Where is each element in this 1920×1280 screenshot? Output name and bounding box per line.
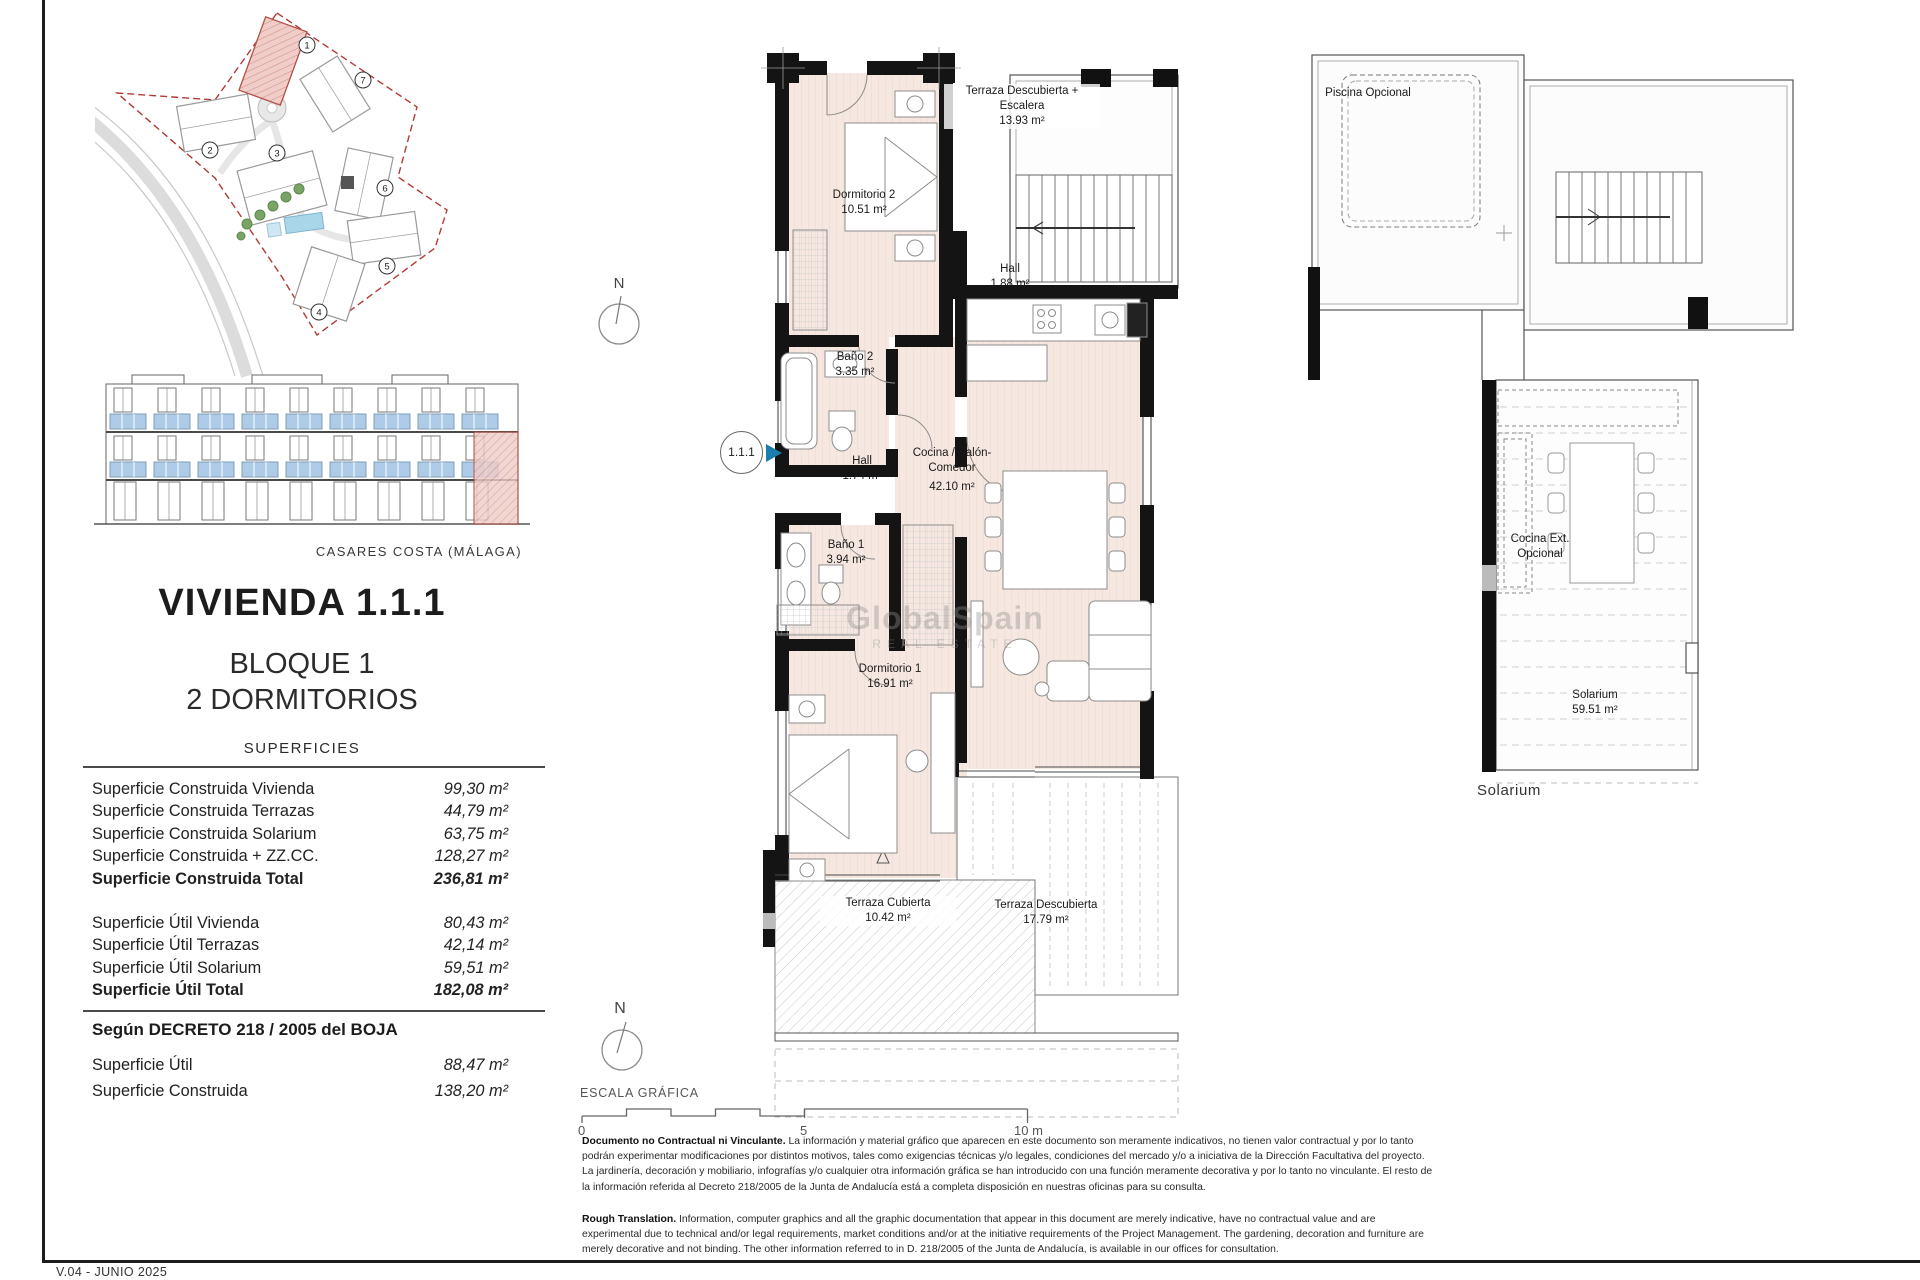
svg-text:3: 3 [274, 148, 280, 160]
bedrooms-subtitle: 2 DORMITORIOS [186, 684, 418, 716]
north-arrow-bottom [588, 995, 668, 1085]
watermark: GlobalSpain REAL ESTATE [846, 600, 1044, 651]
table-row: Superficie Construida Solarium 63,75 m² [92, 824, 508, 843]
room-label: Dormitorio 2 10.51 m² [832, 189, 896, 216]
table-row: Superficie Útil Vivienda 80,43 m² [92, 913, 508, 932]
table-row: Superficie Útil 88,47 m² [92, 1056, 508, 1074]
divider [83, 766, 545, 768]
road [95, 120, 247, 376]
building-elevation [92, 362, 532, 534]
north-arrow-top [585, 272, 665, 357]
table-row-total: Superficie Útil Total 182,08 m² [92, 981, 508, 1000]
sheet-left-border [42, 0, 45, 1262]
disclaimer-en: Rough Translation. Information, computer graphics and all the graphic documentation that appear in this document are merely indicative, have no contractual value and are experimental due to technical and/or legal requirements, market conditions and/or at the initiative requirements of the Project Management. The gardening, decoration and furniture are merely decorative and not binding. The other information referred to in D. 218/2005 of the Junta de Andalucía, is available in our offices for consultation. [582, 1214, 1424, 1256]
wardrobe [903, 525, 953, 645]
desk [931, 693, 955, 833]
pergola [341, 176, 354, 189]
room-label: Dormitorio 1 16.91 m² [858, 663, 922, 690]
table-row-total: Superficie Construida Total 236,81 m² [92, 869, 508, 888]
svg-text:2: 2 [207, 145, 213, 157]
block-subtitle: BLOQUE 1 [229, 648, 375, 680]
svg-text:4: 4 [316, 307, 322, 319]
room-label: Piscina Opcional [1325, 87, 1411, 99]
elevation-top-floor [110, 388, 498, 429]
room-label: Terraza Cubierta 10.42 m² [820, 896, 956, 926]
table-row: Superficie Construida 138,20 m² [92, 1082, 508, 1100]
highlighted-unit-elevation [474, 432, 518, 524]
svg-text:N: N [613, 275, 625, 292]
location-label: CASARES COSTA (MÁLAGA) [315, 544, 522, 559]
table-row: Superficie Útil Terrazas 42,14 m² [92, 936, 508, 955]
room-label: Solarium 59.51 m² [1572, 689, 1618, 716]
scale-heading: ESCALA GRÁFICA [580, 1086, 699, 1100]
svg-text:7: 7 [360, 75, 366, 87]
site-plan [95, 8, 555, 378]
divider [83, 1010, 545, 1012]
room-label: Terraza Descubierta 17.79 m² [994, 899, 1098, 926]
building-1-highlighted [239, 17, 310, 105]
unit-marker-arrow-icon [766, 444, 782, 462]
decreto-heading: Según DECRETO 218 / 2005 del BOJA [92, 1020, 398, 1039]
solarium-door [1686, 643, 1698, 673]
solarium-stairs [1556, 172, 1702, 263]
page-title: VIVIENDA 1.1.1 [158, 582, 446, 624]
room-label: Hall 1.74 m² [842, 455, 882, 482]
areas-table [92, 778, 508, 1002]
version-footer: V.04 - JUNIO 2025 [56, 1265, 168, 1279]
areas-heading: SUPERFICIES [243, 740, 361, 757]
svg-text:5: 5 [800, 1123, 808, 1138]
room-label: Terraza Descubierta + Escalera 13.93 m² [944, 84, 1100, 129]
table-row: Superficie Construida + ZZ.CC. 128,27 m² [92, 847, 508, 866]
tv-unit [971, 601, 983, 687]
dining-table [1003, 471, 1107, 589]
room-label: Baño 2 3.35 m² [835, 351, 875, 378]
svg-text:10 m: 10 m [1014, 1123, 1043, 1138]
bed-1 [789, 735, 897, 853]
sheet-bottom-border [42, 1260, 1920, 1263]
building-7 [300, 56, 370, 132]
table-row: Superficie Construida Vivienda 99,30 m² [92, 780, 508, 798]
room-label: Cocina Ext. Opcional [1510, 533, 1570, 560]
svg-text:1: 1 [304, 40, 310, 52]
sofa [1089, 601, 1151, 701]
table-row: Superficie Construida Terrazas 44,79 m² [92, 802, 508, 821]
room-label: Cocina / Salón-Comedor 42.10 m² [912, 447, 992, 493]
shower [777, 605, 859, 635]
svg-text:6: 6 [382, 183, 388, 195]
solarium-caption: Solarium [1477, 782, 1541, 799]
decreto-table [92, 1052, 508, 1104]
elevation-ground-floor [114, 482, 488, 520]
room-label: Hall 1.88 m² [990, 263, 1030, 290]
disclaimer-es: Documento no Contractual ni Vinculante. La información y material gráfico que aparecen en este documento son meramente indicativos, no tienen valor contractual y por lo tanto podrán experimentar modificaciones por distintos motivos, tales como exigencias técnicas y/o legales, condiciones del mercado y/o a iniciativa de la Dirección Facultativa del proyecto. La jardinería, decoración y mobiliario, infografías y/o cualquier otra información gráfica se han introducido con una función meramente decorativa y por lo tanto no vinculante. El resto de la información referida al Decreto 218/2005 de la Junta de Andalucía está a completa disposición en nuestras oficinas para su consulta. [582, 1136, 1433, 1193]
table-row: Superficie Útil Solarium 59,51 m² [92, 958, 508, 977]
building-5 [347, 211, 420, 264]
terrace-railing [775, 1033, 1178, 1041]
unit-marker: 1.1.1 [720, 431, 763, 474]
room-label: Baño 1 3.94 m² [826, 539, 866, 566]
svg-text:5: 5 [384, 261, 390, 273]
svg-text:0: 0 [578, 1123, 586, 1138]
svg-text:N: N [614, 1000, 626, 1017]
elevation-mid-floor [110, 436, 498, 477]
